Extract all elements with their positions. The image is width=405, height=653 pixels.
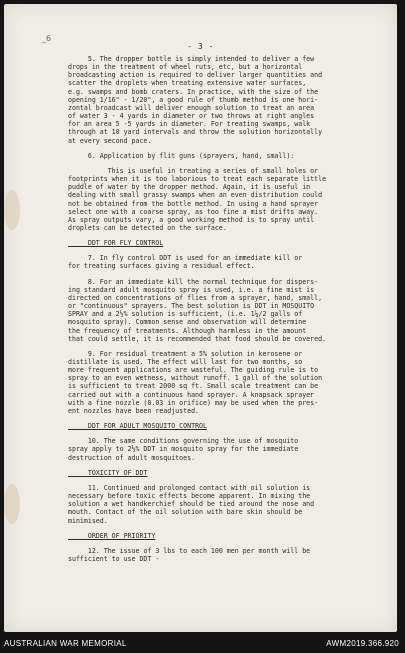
paragraph bbox=[68, 152, 382, 160]
paragraph bbox=[68, 547, 382, 563]
text-line: that could settle, it is recommended that food should be covered. bbox=[68, 334, 327, 343]
text-line: This is useful in treating a series of small holes or bbox=[68, 166, 319, 175]
text-line: select one with a coarse spray, as too fine a mist drifts away. bbox=[68, 207, 319, 216]
page-number: - 3 - bbox=[187, 42, 214, 51]
document-body bbox=[68, 55, 382, 570]
text-line: mosquito spray). Common sense and observation will determine bbox=[68, 318, 307, 327]
text-line: 5. The dropper bottle is simply intended to deliver a few bbox=[68, 55, 315, 63]
paragraph bbox=[68, 278, 382, 343]
text-line: SPRAY and a 2½% solution is sufficient, (i.e. 1¼/2 galls of bbox=[68, 310, 303, 319]
text-line: 9. For residual treatment a 5% solution in kerosene or bbox=[68, 349, 303, 358]
text-line: ing standard adult mosquito spray is used, i.e. a fine mist is bbox=[68, 285, 315, 294]
text-line: 8. For an immediate kill the normal technique for dispers- bbox=[68, 277, 319, 286]
text-line: sufficient to use DDT - bbox=[68, 554, 160, 563]
text-line: DDT FOR ADULT MOSQUITO CONTROL bbox=[68, 422, 207, 431]
text-line: carried out with a continuous hand sprayer. A knapsack sprayer bbox=[68, 390, 315, 399]
paragraph bbox=[68, 55, 382, 145]
section-heading bbox=[68, 239, 382, 247]
section-heading bbox=[68, 422, 382, 430]
section-heading bbox=[68, 469, 382, 477]
text-line: spray to an even wetness, without runoff. 1 gall of the solution bbox=[68, 374, 323, 383]
section-heading bbox=[68, 532, 382, 540]
text-line: 11. Continued and prolonged contact with oil solution is bbox=[68, 483, 311, 492]
text-line: opening 1/16" - 1/20", a good rule of thumb method is one hori- bbox=[68, 95, 319, 104]
text-line: e.g. swamps and bomb craters. In practice, with the size of the bbox=[68, 87, 319, 96]
text-line: not be obtained from the bottle method. In using a hand sprayer bbox=[68, 199, 319, 208]
text-line: minimised. bbox=[68, 516, 108, 525]
text-line: 6. Application by flit guns (sprayers, hand, small): bbox=[68, 151, 295, 160]
text-line: 12. The issue of 3 lbs to each 100 men per month will be bbox=[68, 546, 311, 555]
text-line: solution a wet handkerchief should be tied around the nose and bbox=[68, 500, 315, 509]
document-page bbox=[4, 4, 397, 632]
text-line: scatter the droplets when treating extensive water surfaces, bbox=[68, 79, 307, 88]
text-line: mouth. Contact of the oil solution with bare skin should be bbox=[68, 508, 303, 517]
text-line: destruction of adult mosquitoes. bbox=[68, 453, 196, 462]
text-line: broadcasting action is required to deliver larger quantities and bbox=[68, 71, 323, 80]
text-line: ent nozzles have been readjusted. bbox=[68, 406, 200, 415]
text-line: TOXICITY OF DDT bbox=[68, 468, 148, 477]
text-line: distillate is used. The effect will last for two months, so bbox=[68, 358, 303, 366]
text-line: spray apply to 2½% DDT in mosquito spray for the immediate bbox=[68, 445, 299, 454]
paragraph bbox=[68, 167, 382, 232]
text-line: footprints when it is too laborious to treat each separate little bbox=[68, 175, 327, 184]
paragraph bbox=[68, 350, 382, 415]
punch-hole bbox=[4, 190, 20, 230]
accession-number: AWM2019.366.920 bbox=[326, 639, 399, 648]
institution-name: AUSTRALIAN WAR MEMORIAL bbox=[4, 639, 127, 648]
text-line: dealing with small grassy swamps when an even distribution could bbox=[68, 191, 323, 200]
text-line: more frequent applications are wasteful. The guiding rule is to bbox=[68, 366, 319, 375]
text-line: puddle of water by the dropper method. Again, it is useful in bbox=[68, 183, 311, 192]
text-line: directed on concentrations of flies from a sprayer, hand, small, bbox=[68, 293, 323, 302]
text-line: is sufficient to treat 2000 sq ft. Small scale treatment can be bbox=[68, 382, 319, 391]
text-line: As spray outputs vary, a good working method is to spray until bbox=[68, 215, 315, 224]
paragraph bbox=[68, 484, 382, 525]
text-line: droplets can be detected on the surface. bbox=[68, 223, 227, 232]
text-line: 10. The same conditions governing the use of mosquito bbox=[68, 437, 299, 446]
text-line: for treating surfaces giving a residual effect. bbox=[68, 262, 255, 271]
paragraph bbox=[68, 254, 382, 270]
punch-hole bbox=[4, 484, 20, 524]
text-line: with a fine nozzle (0.03 in orifice) may be used when the pres- bbox=[68, 398, 319, 407]
paragraph bbox=[68, 437, 382, 461]
text-line: for an area 5 -5 yards in diameter. For treating swamps, walk bbox=[68, 120, 311, 129]
text-line: at every second pace. bbox=[68, 136, 152, 145]
text-line: through at 10 yard intervals and throw the solution horizontally bbox=[68, 128, 323, 137]
text-line: of water 3 - 4 yards in diameter or two throws at right angles bbox=[68, 112, 315, 121]
text-line: ORDER OF PRIORITY bbox=[68, 531, 156, 540]
text-line: 7. In fly control DDT is used for an immediate kill or bbox=[68, 254, 303, 263]
text-line: the frequency of treatments. Although harmless in the amount bbox=[68, 326, 307, 335]
text-line: drops in the treatment of wheel ruts, etc, but a horizontal bbox=[68, 63, 303, 72]
text-line: DDT FOR FLY CONTROL bbox=[68, 239, 164, 248]
text-line: necessary before toxic effects become apparent. In mixing the bbox=[68, 492, 311, 501]
text-line: or "continuous" sprayers. The best solution is DDT in MOSQUITO bbox=[68, 302, 315, 311]
text-line: zontal broadcast will deliver enough solution to treat an area bbox=[68, 103, 315, 112]
archive-footer bbox=[0, 632, 405, 653]
pencil-mark: _6 bbox=[42, 34, 52, 43]
